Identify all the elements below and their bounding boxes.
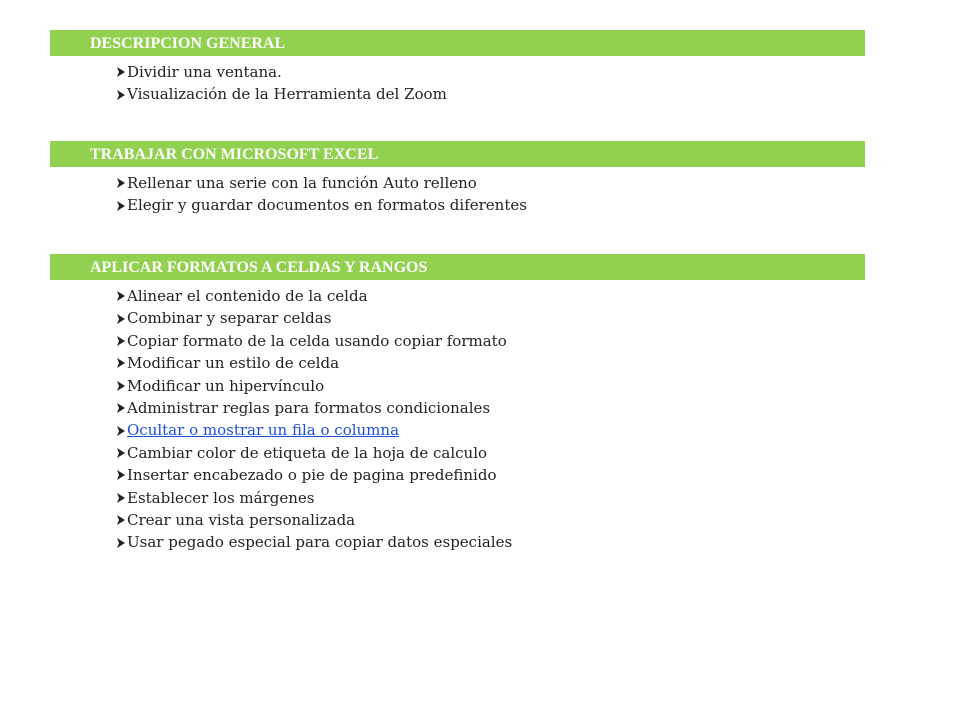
list-item-text: Establecer los márgenes bbox=[127, 488, 315, 507]
section-aplicar-formatos bbox=[50, 254, 865, 554]
list-item-text: Administrar reglas para formatos condicionales bbox=[127, 399, 491, 418]
list-item bbox=[116, 531, 865, 553]
arrowhead-bullet-icon bbox=[116, 424, 127, 438]
list-item bbox=[116, 352, 865, 374]
list-item-text: Cambiar color de etiqueta de la hoja de calculo bbox=[127, 443, 488, 462]
list-item-text: Rellenar una serie con la función Auto relleno bbox=[127, 174, 477, 192]
list-item bbox=[116, 285, 865, 307]
arrowhead-bullet-icon bbox=[116, 401, 127, 415]
arrowhead-bullet-icon bbox=[116, 176, 127, 190]
arrowhead-bullet-icon bbox=[116, 65, 127, 79]
arrowhead-bullet-icon bbox=[116, 356, 127, 370]
list-item-link[interactable] bbox=[116, 419, 865, 441]
arrowhead-bullet-icon bbox=[116, 536, 127, 550]
list-item bbox=[116, 442, 865, 464]
list-item-text: Insertar encabezado o pie de pagina predefinido bbox=[127, 466, 497, 485]
list-item bbox=[116, 487, 865, 509]
arrowhead-bullet-icon bbox=[116, 312, 127, 326]
list-item-text: Modificar un hipervínculo bbox=[127, 376, 325, 395]
section-header: APLICAR FORMATOS A CELDAS Y RANGOS bbox=[50, 254, 865, 280]
list-item bbox=[116, 172, 865, 194]
arrowhead-bullet-icon bbox=[116, 491, 127, 505]
arrowhead-bullet-icon bbox=[116, 379, 127, 393]
list-item bbox=[116, 509, 865, 531]
section-header: TRABAJAR CON MICROSOFT EXCEL bbox=[50, 141, 865, 167]
arrowhead-bullet-icon bbox=[116, 468, 127, 482]
bullet-list bbox=[116, 285, 865, 554]
arrowhead-bullet-icon bbox=[116, 446, 127, 460]
list-item bbox=[116, 83, 865, 105]
list-item-text: Combinar y separar celdas bbox=[127, 309, 332, 328]
list-item-text: Dividir una ventana. bbox=[127, 63, 282, 81]
list-item-text: Modificar un estilo de celda bbox=[127, 354, 340, 373]
list-item bbox=[116, 307, 865, 329]
hyperlink-ocultar-mostrar[interactable]: Ocultar o mostrar un fila o columna bbox=[127, 421, 400, 440]
arrowhead-bullet-icon bbox=[116, 88, 127, 102]
list-item bbox=[116, 397, 865, 419]
list-item-text: Visualización de la Herramienta del Zoom bbox=[127, 85, 447, 104]
arrowhead-bullet-icon bbox=[116, 289, 127, 303]
bullet-list bbox=[116, 172, 865, 217]
arrowhead-bullet-icon bbox=[116, 513, 127, 527]
list-item-text: Crear una vista personalizada bbox=[127, 511, 356, 530]
list-item bbox=[116, 194, 865, 216]
list-item bbox=[116, 61, 865, 83]
bullet-list bbox=[116, 61, 865, 106]
list-item-text: Copiar formato de la celda usando copiar formato bbox=[127, 331, 507, 350]
list-item-text: Alinear el contenido de la celda bbox=[127, 287, 368, 305]
list-item bbox=[116, 375, 865, 397]
list-item bbox=[116, 330, 865, 352]
section-header: DESCRIPCION GENERAL bbox=[50, 30, 865, 56]
section-descripcion-general bbox=[50, 30, 865, 106]
list-item-text: Elegir y guardar documentos en formatos diferentes bbox=[127, 196, 527, 215]
list-item-text: Usar pegado especial para copiar datos especiales bbox=[127, 533, 513, 552]
arrowhead-bullet-icon bbox=[116, 334, 127, 348]
list-item bbox=[116, 464, 865, 486]
arrowhead-bullet-icon bbox=[116, 199, 127, 213]
section-trabajar-con-excel bbox=[50, 141, 865, 217]
